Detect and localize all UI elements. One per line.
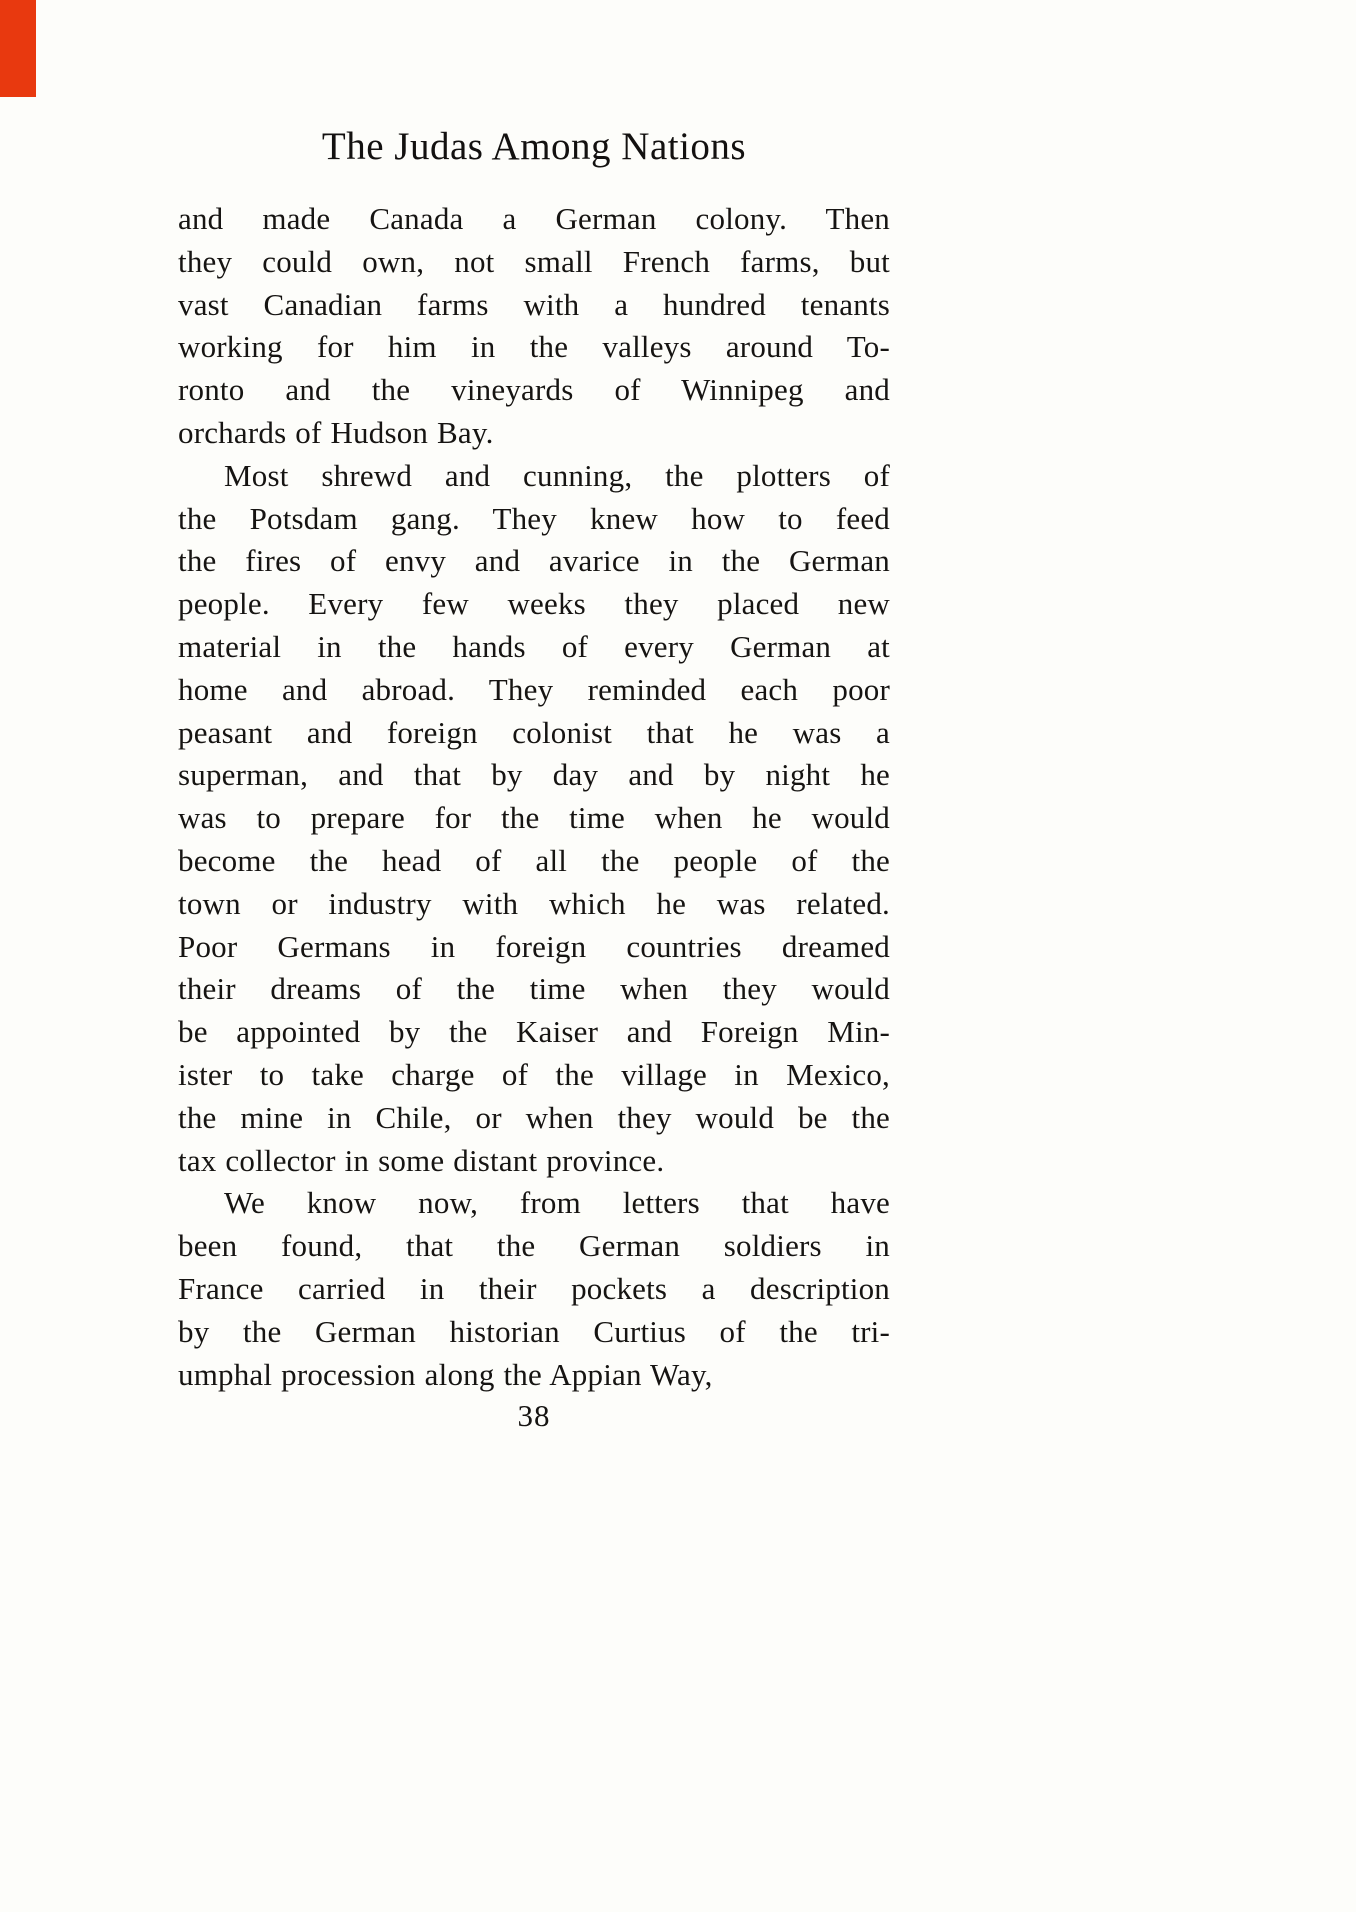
paragraph <box>178 455 890 1183</box>
page-body <box>178 198 890 1396</box>
text-line: town or industry with which he was related. <box>178 885 890 921</box>
text-line: the fires of envy and avarice in the German <box>178 543 890 579</box>
text-line: vast Canadian farms with a hundred tenants <box>178 286 890 322</box>
text-line: working for him in the valleys around To- <box>178 329 890 365</box>
text-line: was to prepare for the time when he would <box>178 800 890 836</box>
text-line: the Potsdam gang. They knew how to feed <box>178 500 890 536</box>
paragraph <box>178 1182 890 1396</box>
red-margin-mark <box>0 0 36 97</box>
text-line: Most shrewd and cunning, the plotters of <box>224 457 890 493</box>
text-line: peasant and foreign colonist that he was a <box>178 714 890 750</box>
text-line: their dreams of the time when they would <box>178 971 890 1007</box>
text-line: people. Every few weeks they placed new <box>178 586 890 622</box>
text-line: the mine in Chile, or when they would be the <box>178 1099 890 1135</box>
text-line: become the head of all the people of the <box>178 842 890 878</box>
text-line: by the German historian Curtius of the tri- <box>178 1313 890 1349</box>
text-line: material in the hands of every German at <box>178 628 890 664</box>
text-line: We know now, from letters that have <box>224 1185 890 1221</box>
text-line: and made Canada a German colony. Then <box>178 201 890 236</box>
text-line: ister to take charge of the village in Mexico, <box>178 1056 890 1092</box>
text-line: superman, and that by day and by night he <box>178 757 890 793</box>
text-line: been found, that the German soldiers in <box>178 1228 890 1264</box>
text-line: umphal procession along the Appian Way, <box>178 1356 713 1392</box>
text-line: ronto and the vineyards of Winnipeg and <box>178 372 890 408</box>
text-line: they could own, not small French farms, but <box>178 243 890 279</box>
page-number: 38 <box>517 1398 551 1433</box>
text-line: home and abroad. They reminded each poor <box>178 671 890 707</box>
page-title: The Judas Among Nations <box>321 125 747 168</box>
paragraph <box>178 198 890 455</box>
text-line: orchards of Hudson Bay. <box>178 414 494 450</box>
text-line: tax collector in some distant province. <box>178 1142 665 1178</box>
text-line: France carried in their pockets a description <box>178 1270 890 1306</box>
text-line: be appointed by the Kaiser and Foreign Min- <box>178 1014 890 1050</box>
text-line: Poor Germans in foreign countries dreamed <box>178 928 890 964</box>
